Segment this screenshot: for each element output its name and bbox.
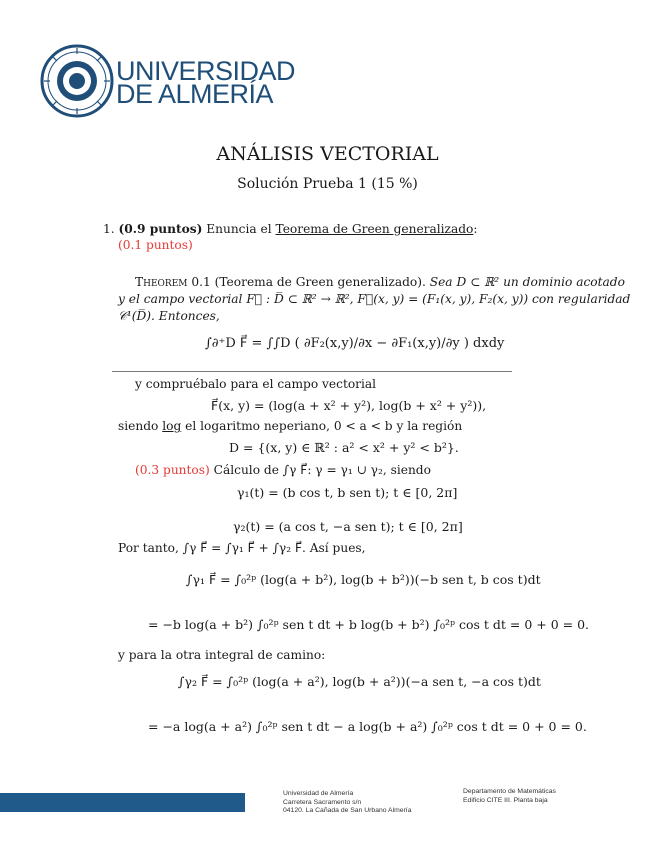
theorem-line-3: 𝒞¹(D̅). Entonces, bbox=[118, 309, 220, 323]
university-logo-text bbox=[116, 56, 296, 109]
log-term: log bbox=[162, 419, 182, 433]
exercise-statement: 1. (0.9 puntos) Enuncia el Teorema de Green generalizado: bbox=[103, 222, 478, 236]
theorem-line-2: y el campo vectorial F⃗ : D̅ ⊂ ℝ² → ℝ², F⃗(x, y) = (F₁(x, y), F₂(x, y)) con regularidad bbox=[118, 292, 631, 306]
theorem-divider bbox=[112, 371, 512, 372]
integral-gamma2-evaluation: = −a log(a + a²) ∫₀²ᵖ sen t dt − a log(b + a²) ∫₀²ᵖ cos t dt = 0 + 0 = 0. bbox=[148, 719, 587, 734]
verify-text: y compruébalo para el campo vectorial bbox=[135, 377, 377, 391]
footer-address-line: 04120. La Cañada de San Urbano Almería bbox=[283, 807, 412, 815]
footer-bar bbox=[0, 793, 245, 812]
region-definition: D = {(x, y) ∈ ℝ² : a² < x² + y² < b²}. bbox=[229, 440, 459, 455]
footer-address bbox=[283, 790, 411, 816]
exercise-theorem-name: Teorema de Green generalizado bbox=[275, 222, 474, 236]
page-subtitle: Solución Prueba 1 (15 %) bbox=[237, 176, 418, 192]
gamma1-parametrization: γ₁(t) = (b cos t, b sen t); t ∈ [0, 2π] bbox=[237, 485, 458, 500]
calculation-intro: (0.3 puntos) Cálculo de ∫γ F⃗: γ = γ₁ ∪ γ₂, siendo bbox=[135, 463, 431, 477]
theorem-hypothesis: Sea D ⊂ ℝ² un dominio acotado bbox=[429, 275, 625, 289]
theorem-label: Theorem 0.1 bbox=[135, 275, 211, 289]
page-title: ANÁLISIS VECTORIAL bbox=[216, 143, 439, 165]
university-seal-icon bbox=[40, 44, 114, 118]
footer-department-line: Edificio CITE III. Planta baja bbox=[463, 796, 548, 804]
other-integral-text: y para la otra integral de camino: bbox=[118, 648, 326, 662]
footer-address-line: Carretera Sacramento s/n bbox=[283, 798, 362, 806]
integral-gamma2: ∫γ₂ F⃗ = ∫₀²ᵖ (log(a + a²), log(b + a²))(−a sen t, −a cos t)dt bbox=[178, 674, 541, 689]
exercise-text: Enuncia el bbox=[206, 222, 272, 236]
logo-line-2: DE ALMERÍA bbox=[116, 79, 274, 109]
vector-field: F⃗(x, y) = (log(a + x² + y²), log(b + x² + y²)), bbox=[211, 398, 487, 413]
exercise-points: (0.9 puntos) bbox=[118, 222, 203, 236]
footer-department bbox=[463, 788, 556, 805]
integral-gamma1: ∫γ₁ F⃗ = ∫₀²ᵖ (log(a + b²), log(b + b²))(−b sen t, b cos t)dt bbox=[186, 572, 541, 587]
footer-department-line: Departamento de Matemáticas bbox=[463, 788, 556, 795]
therefore-text: Por tanto, ∫γ F⃗ = ∫γ₁ F⃗ + ∫γ₂ F⃗. Así pues, bbox=[118, 541, 366, 555]
log-definition: siendo log el logaritmo neperiano, 0 < a < b y la región bbox=[118, 419, 463, 433]
integral-gamma1-evaluation: = −b log(a + b²) ∫₀²ᵖ sen t dt + b log(b + b²) ∫₀²ᵖ cos t dt = 0 + 0 = 0. bbox=[148, 617, 590, 632]
theorem-points: (0.1 puntos) bbox=[118, 238, 193, 252]
calculation-points: (0.3 puntos) bbox=[135, 463, 210, 477]
theorem-name: (Teorema de Green generalizado). bbox=[214, 275, 426, 289]
gamma2-parametrization: γ₂(t) = (a cos t, −a sen t); t ∈ [0, 2π] bbox=[233, 519, 463, 534]
green-formula: ∫∂⁺D F⃗ = ∫∫D ( ∂F₂(x,y)/∂x − ∂F₁(x,y)/∂y ) dxdy bbox=[205, 336, 505, 351]
footer-address-line: Universidad de Almería bbox=[283, 790, 354, 797]
exercise-number: 1. bbox=[103, 222, 115, 236]
theorem-line-1 bbox=[135, 275, 625, 289]
logo-line-1: UNIVERSIDAD bbox=[116, 56, 296, 86]
